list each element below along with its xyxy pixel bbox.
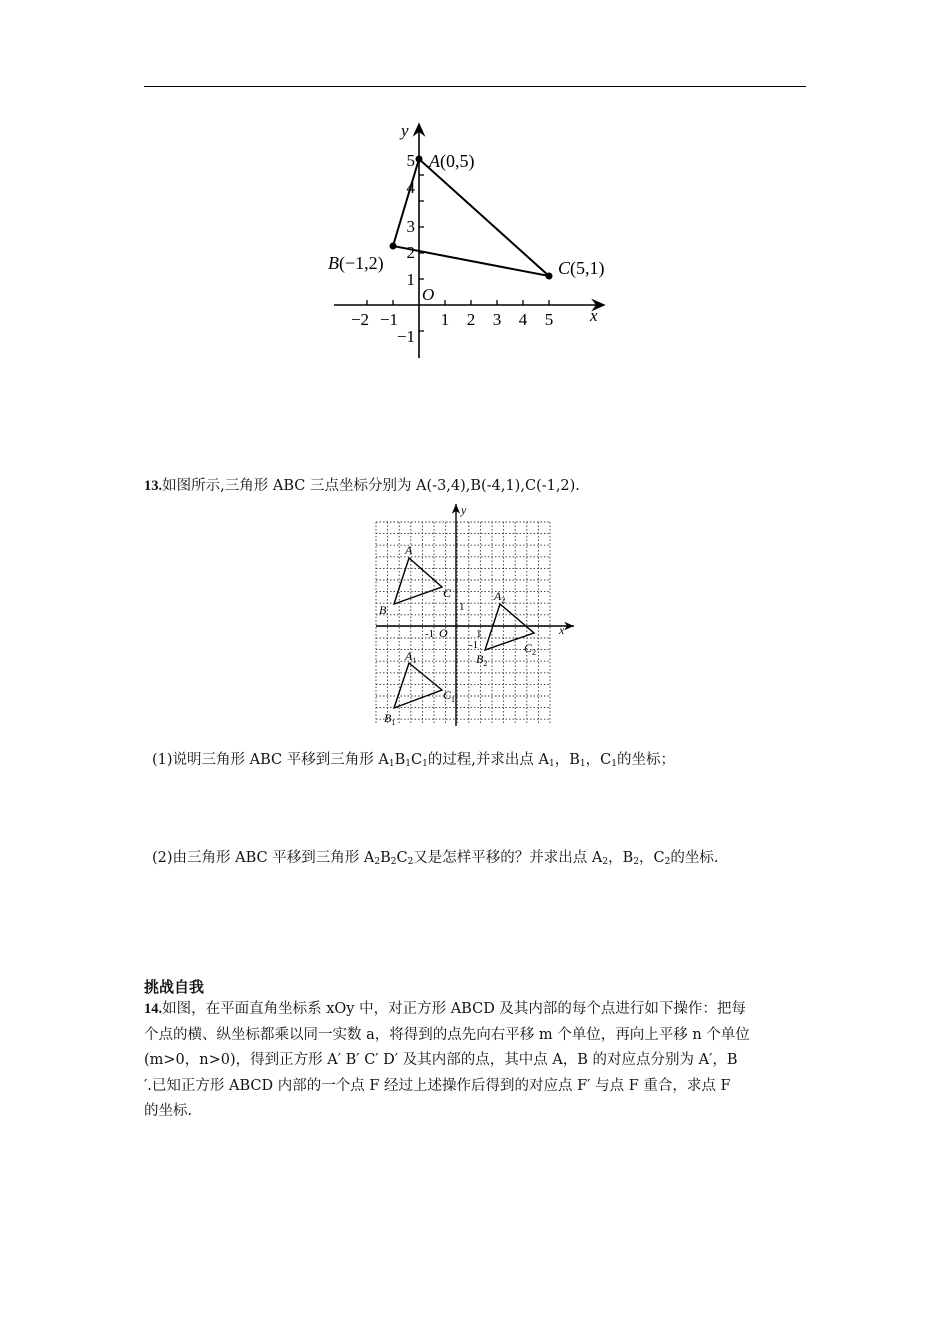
y-tick-label: 4 (406, 178, 415, 197)
q14-number: 14. (144, 1001, 163, 1017)
triangle-abc (393, 159, 549, 276)
q14-paragraph (144, 997, 808, 1125)
dotted-grid (376, 522, 551, 724)
label-c2: $C_2$ (524, 641, 537, 657)
tick-label-one-y: 1 (459, 601, 465, 613)
tick-label-neg-one-x: -1 (425, 628, 435, 640)
x-tick-label: 4 (518, 310, 528, 329)
q13-part1: (1)说明三角形 ABC 平移到三角形 $A_1B_1C_1$的过程,并求出点 $A_1$，$B_1$，$C_1$的坐标； (152, 752, 675, 769)
label-b2: $B_2$ (476, 652, 488, 668)
q13-number: 13. (144, 478, 163, 494)
y-tick-label: −1 (396, 327, 415, 346)
x-tick-label: −1 (379, 310, 399, 329)
label-c: C (443, 586, 452, 600)
point-a-label: A(0,5) (429, 151, 475, 171)
x-axis-label: x (559, 623, 565, 637)
figure-translation-grid (372, 500, 582, 730)
x-axis-label: x (590, 306, 598, 325)
label-b: B (379, 603, 387, 617)
q14-line: 的坐标. (144, 1103, 193, 1119)
y-tick-label: 3 (406, 217, 415, 236)
point-a (416, 156, 423, 163)
y-tick-label: 2 (406, 243, 415, 262)
section-heading: 挑战自我 (144, 978, 205, 996)
x-tick-label: 5 (544, 310, 554, 329)
triangle-abc (394, 558, 442, 604)
x-tick-label: 1 (440, 310, 450, 329)
figure-triangle-abc (322, 118, 632, 363)
tick-label-neg-one-y: -1 (469, 639, 479, 651)
tick-label-one-x: 1 (476, 628, 482, 640)
label-a: A (405, 543, 413, 557)
y-tick-label: 5 (406, 151, 415, 170)
point-b (390, 243, 397, 250)
q14-line: 14.如图，在平面直角坐标系 xOy 中，对正方形 ABCD 及其内部的每个点进行如下操作：把每 (144, 1001, 746, 1017)
label-a2: $A_2$ (494, 589, 506, 605)
point-b-label: B(−1,2) (328, 253, 384, 273)
label-c1: $C_1$ (443, 688, 456, 704)
q13-text: 如图所示,三角形 ABC 三点坐标分别为 A(-3,4),B(-4,1),C(-1,2). (162, 478, 580, 494)
x-tick-label: 2 (466, 310, 476, 329)
q14-line: (m>0，n>0)，得到正方形 A′ B′ C′ D′ 及其内部的点，其中点 A，B 的对应点分别为 A′，B (144, 1052, 738, 1068)
header-rule (144, 86, 806, 87)
point-c (546, 273, 553, 280)
q13-statement (144, 476, 580, 496)
y-axis-label: y (461, 503, 467, 517)
point-c-label: C(5,1) (558, 258, 605, 278)
y-tick-label: 1 (406, 270, 415, 289)
q14-line: ′.已知正方形 ABCD 内部的一个点 F 经过上述操作后得到的对应点 F′ 与点 F 重合，求点 F (144, 1077, 731, 1094)
x-tick-label: 3 (492, 310, 502, 329)
triangle-a1b1c1 (394, 663, 442, 708)
label-b1: $B_1$ (384, 711, 396, 727)
q13-part2: (2)由三角形 ABC 平移到三角形 $A_2B_2C_2$又是怎样平移的？并求出点 $A_2$，$B_2$，$C_2$的坐标. (152, 850, 719, 867)
origin-label: O (439, 626, 448, 640)
origin-label: O (422, 285, 435, 304)
label-a1: $A_1$ (405, 649, 417, 665)
x-tick-label: −2 (350, 310, 370, 329)
y-axis-label: y (401, 121, 409, 140)
q14-line: 个点的横、纵坐标都乘以同一实数 a，将得到的点先向右平移 m 个单位，再向上平移 n 个单位 (144, 1026, 750, 1043)
